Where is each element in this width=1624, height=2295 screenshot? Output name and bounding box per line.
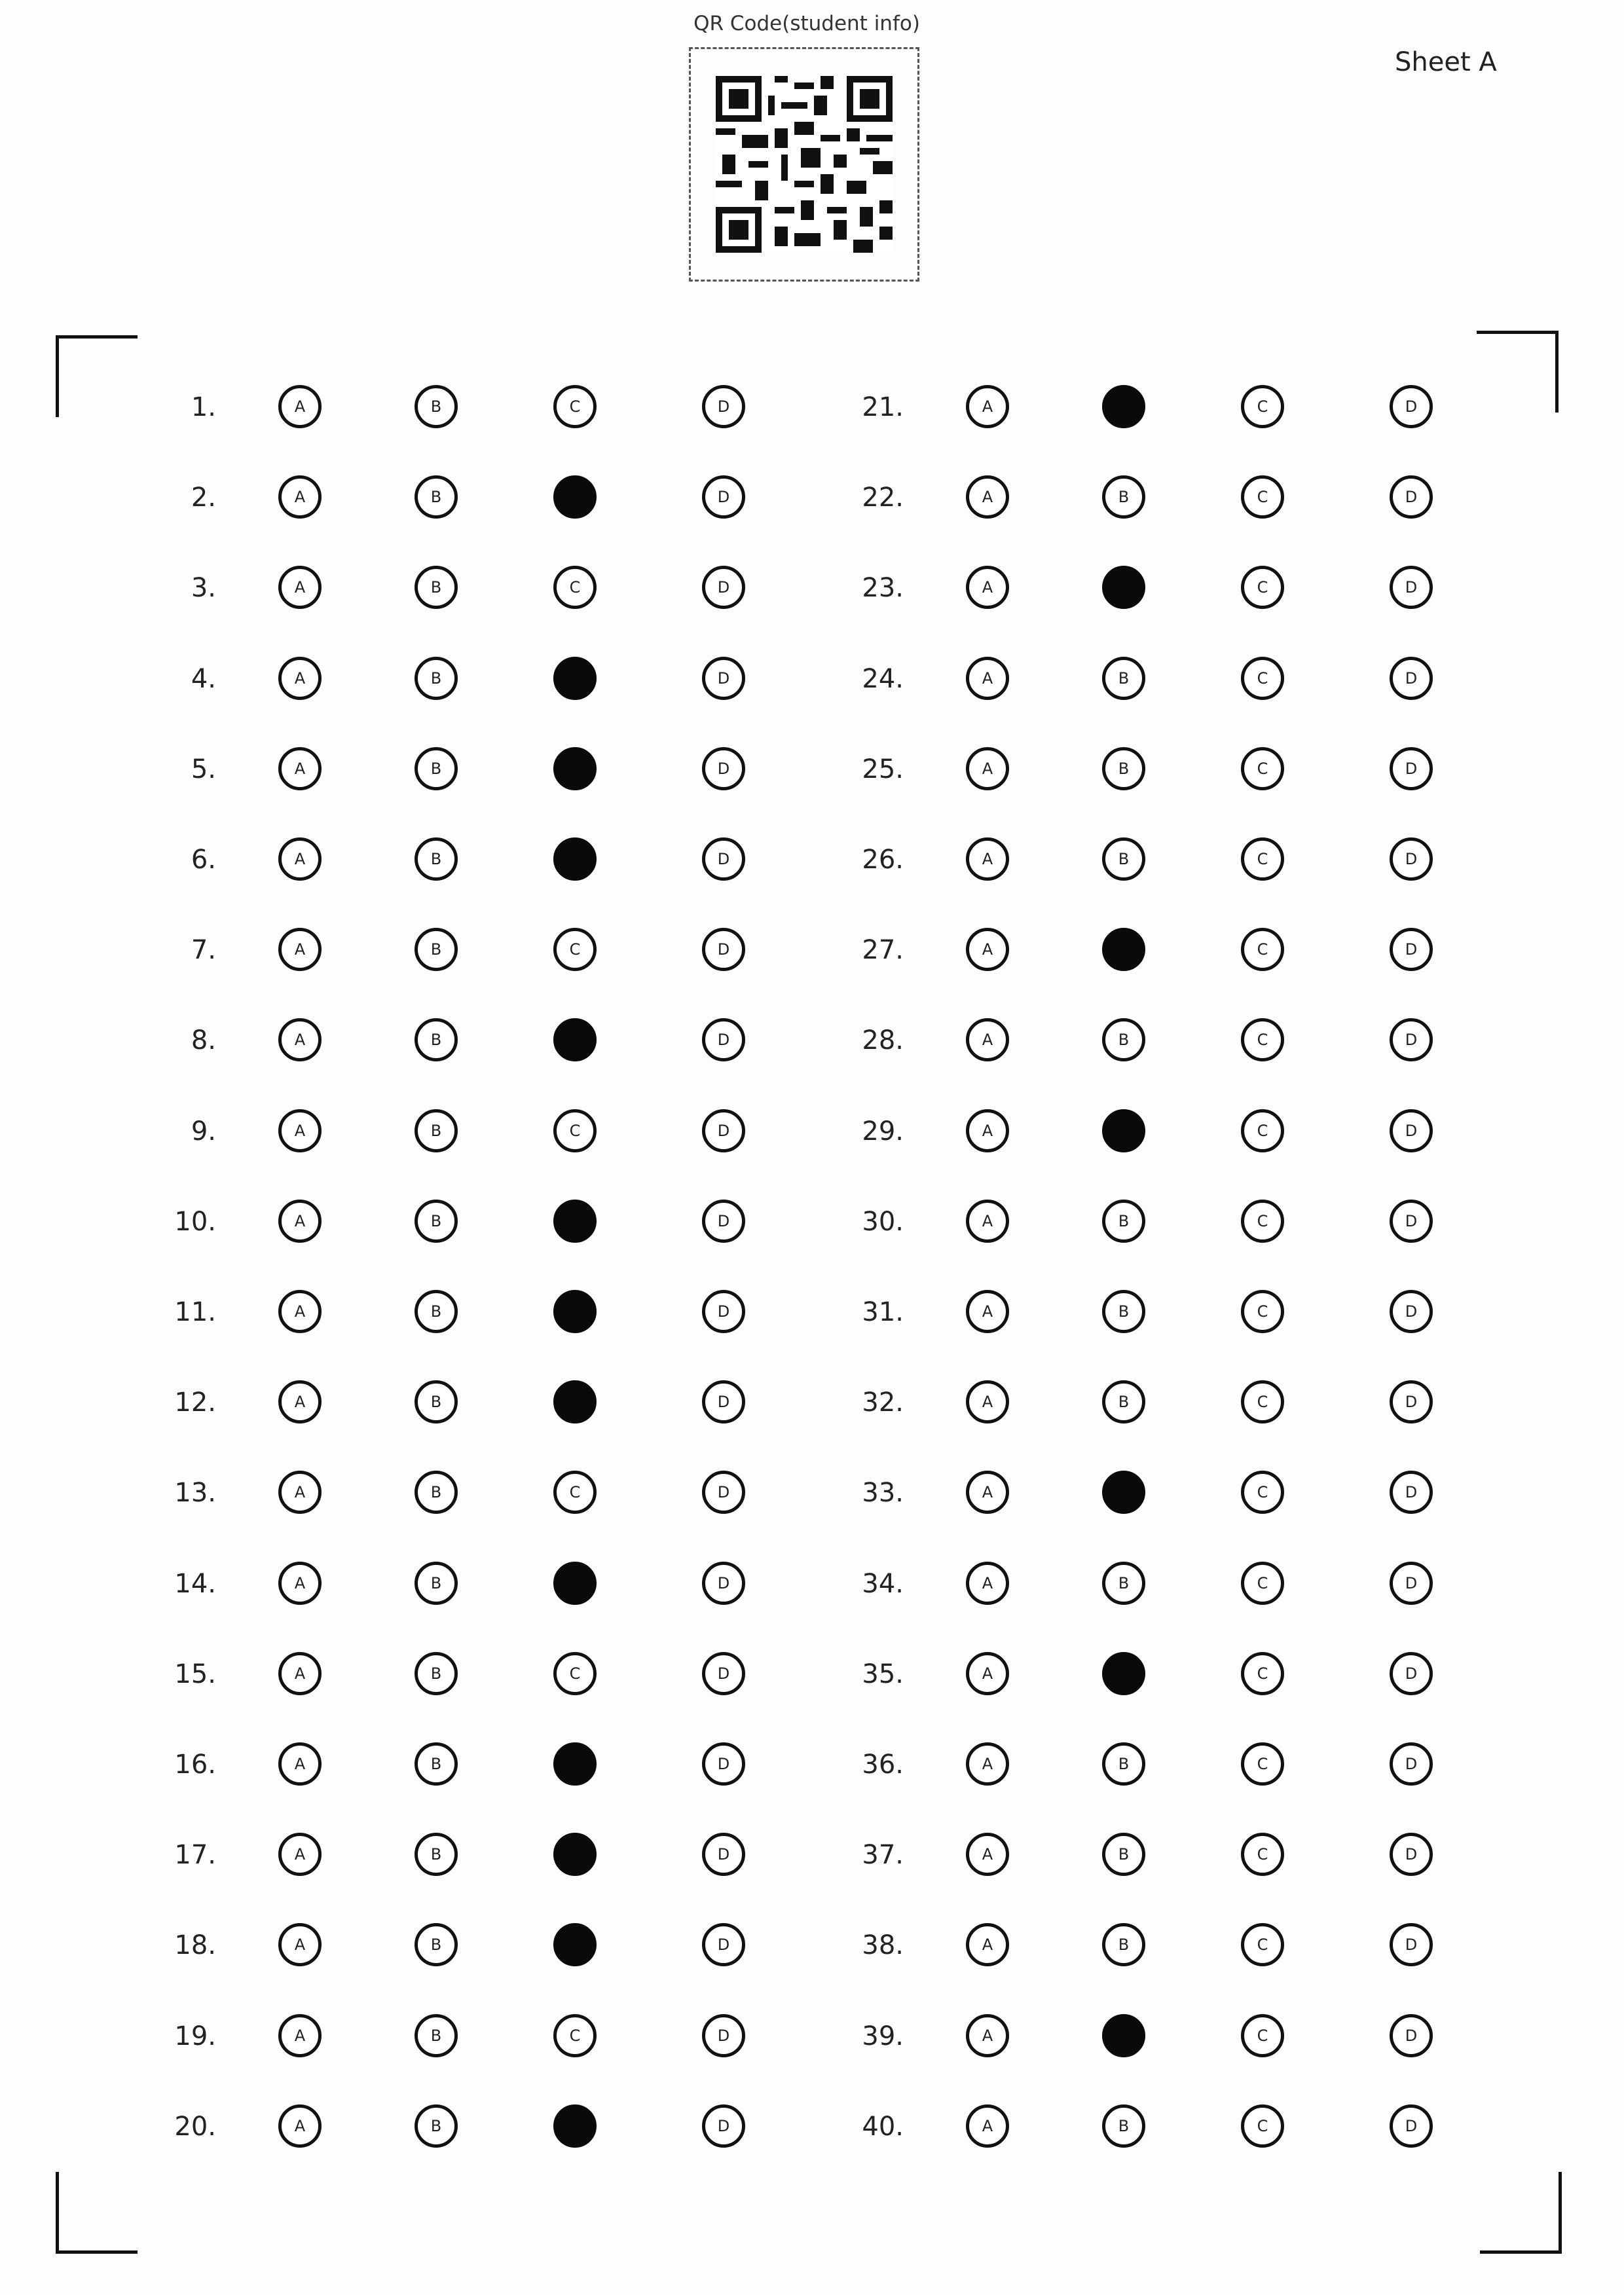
question-row <box>832 1196 1486 1248</box>
answer-bubble-b[interactable]: B <box>415 1833 458 1876</box>
answer-bubble-b[interactable]: B <box>415 1652 458 1695</box>
answer-bubble-d[interactable]: D <box>1390 2014 1433 2057</box>
answer-bubble-a[interactable]: A <box>278 1380 322 1423</box>
answer-bubble-a[interactable]: A <box>278 1109 322 1152</box>
answer-bubble-d[interactable]: D <box>702 657 745 700</box>
answer-bubble-b[interactable] <box>1102 1652 1145 1695</box>
question-number: 37. <box>862 1840 904 1870</box>
answer-bubble-c[interactable]: C <box>553 2014 597 2057</box>
answer-bubble-d[interactable]: D <box>1390 1018 1433 1061</box>
answer-bubble-c[interactable]: C <box>1241 928 1284 971</box>
question-row <box>144 381 799 433</box>
answer-bubble-d[interactable]: D <box>702 1018 745 1061</box>
answer-bubble-d[interactable]: D <box>1390 1380 1433 1423</box>
answer-bubble-b[interactable]: B <box>415 1562 458 1605</box>
question-number: 6. <box>191 845 216 875</box>
answer-bubble-d[interactable]: D <box>702 747 745 790</box>
answer-bubble-b[interactable]: B <box>1102 1200 1145 1243</box>
answer-bubble-a[interactable]: A <box>966 1380 1009 1423</box>
question-number: 3. <box>191 573 216 603</box>
answer-bubble-b[interactable]: B <box>1102 2104 1145 2148</box>
answer-bubble-b[interactable]: B <box>415 1380 458 1423</box>
answer-bubble-b[interactable]: B <box>1102 1833 1145 1876</box>
answer-bubble-b[interactable]: B <box>1102 657 1145 700</box>
question-number: 30. <box>862 1207 904 1237</box>
answer-bubble-c[interactable]: C <box>553 1109 597 1152</box>
question-number: 23. <box>862 573 904 603</box>
answer-bubble-d[interactable]: D <box>1390 2104 1433 2148</box>
question-number: 1. <box>191 392 216 422</box>
question-number: 40. <box>862 2112 904 2142</box>
question-number: 22. <box>862 483 904 513</box>
answer-bubble-c[interactable]: C <box>1241 1471 1284 1514</box>
question-number: 27. <box>862 935 904 965</box>
answer-bubble-d[interactable]: D <box>702 1833 745 1876</box>
answer-bubble-c[interactable] <box>553 1833 597 1876</box>
question-number: 15. <box>174 1659 216 1689</box>
question-number: 16. <box>174 1750 216 1780</box>
question-row <box>144 562 799 614</box>
answer-bubble-a[interactable]: A <box>966 1833 1009 1876</box>
question-row <box>144 1558 799 1610</box>
answer-bubble-a[interactable]: A <box>278 747 322 790</box>
question-number: 13. <box>174 1478 216 1508</box>
answer-bubble-a[interactable]: A <box>278 385 322 428</box>
answer-bubble-a[interactable]: A <box>966 1652 1009 1695</box>
answer-bubble-d[interactable]: D <box>702 837 745 881</box>
answer-bubble-c[interactable] <box>553 1380 597 1423</box>
answer-bubble-d[interactable]: D <box>702 1290 745 1333</box>
answer-bubble-b[interactable]: B <box>1102 837 1145 881</box>
answer-bubble-d[interactable]: D <box>1390 1290 1433 1333</box>
question-number: 38. <box>862 1930 904 1960</box>
answer-bubble-c[interactable]: C <box>1241 475 1284 519</box>
answer-bubble-b[interactable]: B <box>1102 1923 1145 1966</box>
question-row <box>832 381 1486 433</box>
answer-bubble-d[interactable]: D <box>1390 1200 1433 1243</box>
question-row <box>832 1738 1486 1791</box>
question-number: 25. <box>862 754 904 784</box>
answer-bubble-c[interactable] <box>553 837 597 881</box>
question-row <box>144 471 799 524</box>
answer-bubble-d[interactable]: D <box>702 1742 745 1786</box>
answer-bubble-c[interactable] <box>553 1018 597 1061</box>
answer-bubble-b[interactable]: B <box>415 475 458 519</box>
answer-bubble-c[interactable]: C <box>553 566 597 609</box>
question-number: 9. <box>191 1116 216 1147</box>
answer-bubble-d[interactable]: D <box>1390 928 1433 971</box>
question-number: 20. <box>174 2112 216 2142</box>
answer-bubble-a[interactable]: A <box>966 747 1009 790</box>
answer-bubble-a[interactable]: A <box>966 1018 1009 1061</box>
answer-bubble-c[interactable] <box>553 475 597 519</box>
question-number: 19. <box>174 2021 216 2051</box>
question-number: 31. <box>862 1297 904 1327</box>
answer-bubble-b[interactable]: B <box>415 1923 458 1966</box>
answer-bubble-d[interactable]: D <box>702 1200 745 1243</box>
answer-bubble-d[interactable]: D <box>1390 1471 1433 1514</box>
answer-bubble-b[interactable]: B <box>415 2014 458 2057</box>
question-row <box>832 471 1486 524</box>
answer-bubble-d[interactable]: D <box>702 1109 745 1152</box>
answer-bubble-b[interactable]: B <box>1102 1742 1145 1786</box>
answer-bubble-a[interactable]: A <box>966 1200 1009 1243</box>
answer-bubble-c[interactable] <box>553 1742 597 1786</box>
question-row <box>144 1105 799 1158</box>
answer-bubble-b[interactable]: B <box>1102 1018 1145 1061</box>
answer-bubble-d[interactable]: D <box>1390 747 1433 790</box>
answer-bubble-c[interactable]: C <box>1241 1742 1284 1786</box>
answer-bubble-c[interactable]: C <box>1241 1833 1284 1876</box>
answer-bubble-a[interactable]: A <box>278 1018 322 1061</box>
question-row <box>144 1467 799 1519</box>
answer-bubble-c[interactable]: C <box>553 385 597 428</box>
question-row <box>832 924 1486 976</box>
registration-mark-bottom-left <box>56 2172 138 2254</box>
question-number: 2. <box>191 483 216 513</box>
qr-code-icon <box>716 76 893 253</box>
answer-bubble-a[interactable]: A <box>966 1562 1009 1605</box>
question-row <box>832 1919 1486 1972</box>
answer-bubble-c[interactable]: C <box>1241 1109 1284 1152</box>
answer-bubble-d[interactable]: D <box>1390 1109 1433 1152</box>
question-number: 8. <box>191 1025 216 1056</box>
answer-bubble-a[interactable]: A <box>278 1471 322 1514</box>
answer-bubble-a[interactable]: A <box>278 475 322 519</box>
question-row <box>832 1829 1486 1881</box>
answer-bubble-d[interactable]: D <box>1390 657 1433 700</box>
question-row <box>144 1286 799 1338</box>
answer-bubble-d[interactable]: D <box>1390 566 1433 609</box>
question-number: 21. <box>862 392 904 422</box>
question-row <box>832 834 1486 886</box>
answer-bubble-d[interactable]: D <box>1390 475 1433 519</box>
answer-bubble-d[interactable]: D <box>702 2014 745 2057</box>
answer-bubble-b[interactable]: B <box>415 2104 458 2148</box>
question-row <box>144 1196 799 1248</box>
answer-bubble-c[interactable]: C <box>1241 657 1284 700</box>
question-number: 32. <box>862 1387 904 1418</box>
answer-bubble-b[interactable]: B <box>1102 1562 1145 1605</box>
answer-bubble-d[interactable]: D <box>702 2104 745 2148</box>
answer-bubble-c[interactable]: C <box>1241 1562 1284 1605</box>
question-number: 18. <box>174 1930 216 1960</box>
answer-bubble-d[interactable]: D <box>1390 837 1433 881</box>
question-row <box>832 562 1486 614</box>
question-number: 35. <box>862 1659 904 1689</box>
question-row <box>144 653 799 705</box>
registration-mark-bottom-right <box>1480 2172 1562 2254</box>
registration-mark-top-right <box>1477 331 1559 413</box>
answer-bubble-a[interactable]: A <box>966 837 1009 881</box>
answer-bubble-a[interactable]: A <box>966 2014 1009 2057</box>
question-row <box>832 1558 1486 1610</box>
answer-bubble-b[interactable]: B <box>415 1471 458 1514</box>
question-number: 29. <box>862 1116 904 1147</box>
answer-bubble-d[interactable]: D <box>1390 1923 1433 1966</box>
answer-bubble-b[interactable] <box>1102 928 1145 971</box>
answer-bubble-a[interactable]: A <box>278 928 322 971</box>
answer-bubble-c[interactable]: C <box>1241 1200 1284 1243</box>
question-row <box>832 1376 1486 1429</box>
answer-bubble-a[interactable]: A <box>966 2104 1009 2148</box>
question-row <box>144 2101 799 2153</box>
answer-bubble-c[interactable] <box>553 1562 597 1605</box>
answer-bubble-d[interactable]: D <box>702 1652 745 1695</box>
answer-bubble-b[interactable]: B <box>415 837 458 881</box>
answer-bubble-c[interactable]: C <box>553 928 597 971</box>
answer-bubble-c[interactable]: C <box>1241 1380 1284 1423</box>
answer-bubble-c[interactable]: C <box>1241 747 1284 790</box>
answer-bubble-c[interactable] <box>553 1200 597 1243</box>
answer-bubble-d[interactable]: D <box>702 385 745 428</box>
answer-bubble-a[interactable]: A <box>278 1923 322 1966</box>
answer-bubble-b[interactable]: B <box>1102 475 1145 519</box>
answer-bubble-c[interactable]: C <box>553 1471 597 1514</box>
question-row <box>144 1376 799 1429</box>
qr-code-box <box>689 47 919 282</box>
answer-bubble-b[interactable]: B <box>415 928 458 971</box>
question-number: 33. <box>862 1478 904 1508</box>
question-row <box>832 2010 1486 2063</box>
answer-bubble-b[interactable]: B <box>415 385 458 428</box>
answer-bubble-a[interactable]: A <box>966 1471 1009 1514</box>
question-row <box>144 743 799 796</box>
question-number: 17. <box>174 1840 216 1870</box>
answer-bubble-c[interactable]: C <box>1241 1923 1284 1966</box>
question-row <box>832 743 1486 796</box>
question-row <box>144 924 799 976</box>
answer-bubble-a[interactable]: A <box>278 657 322 700</box>
question-row <box>144 1738 799 1791</box>
question-row <box>832 1467 1486 1519</box>
question-number: 12. <box>174 1387 216 1418</box>
question-number: 36. <box>862 1750 904 1780</box>
answer-bubble-d[interactable]: D <box>1390 1742 1433 1786</box>
answer-bubble-a[interactable]: A <box>966 566 1009 609</box>
answer-bubble-a[interactable]: A <box>278 1833 322 1876</box>
answer-bubble-c[interactable] <box>553 1923 597 1966</box>
answer-bubble-a[interactable]: A <box>278 566 322 609</box>
answer-bubble-d[interactable]: D <box>1390 385 1433 428</box>
answer-bubble-a[interactable]: A <box>278 1290 322 1333</box>
answer-bubble-b[interactable]: B <box>415 1742 458 1786</box>
answer-bubble-d[interactable]: D <box>1390 1833 1433 1876</box>
question-number: 26. <box>862 845 904 875</box>
answer-bubble-a[interactable]: A <box>966 657 1009 700</box>
question-row <box>144 1648 799 1700</box>
answer-bubble-c[interactable] <box>553 1290 597 1333</box>
answer-bubble-b[interactable]: B <box>415 747 458 790</box>
answer-bubble-d[interactable]: D <box>702 1923 745 1966</box>
question-number: 10. <box>174 1207 216 1237</box>
answer-bubble-b[interactable] <box>1102 566 1145 609</box>
answer-bubble-a[interactable]: A <box>278 2104 322 2148</box>
answer-bubble-a[interactable]: A <box>966 1923 1009 1966</box>
answer-bubble-a[interactable]: A <box>278 837 322 881</box>
answer-bubble-b[interactable]: B <box>1102 1290 1145 1333</box>
question-number: 28. <box>862 1025 904 1056</box>
question-row <box>832 1014 1486 1067</box>
answer-bubble-d[interactable]: D <box>702 1380 745 1423</box>
question-number: 4. <box>191 664 216 694</box>
answer-bubble-a[interactable]: A <box>278 1200 322 1243</box>
answer-bubble-c[interactable] <box>553 657 597 700</box>
question-row <box>832 1105 1486 1158</box>
answer-bubble-a[interactable]: A <box>966 1742 1009 1786</box>
answer-bubble-b[interactable] <box>1102 385 1145 428</box>
question-row <box>144 834 799 886</box>
answer-bubble-c[interactable]: C <box>553 1652 597 1695</box>
question-number: 14. <box>174 1569 216 1599</box>
question-row <box>144 1829 799 1881</box>
answer-bubble-b[interactable]: B <box>415 657 458 700</box>
answer-bubble-c[interactable]: C <box>1241 1290 1284 1333</box>
sheet-label: Sheet A <box>1395 47 1497 77</box>
answer-bubble-b[interactable]: B <box>415 1018 458 1061</box>
answer-bubble-a[interactable]: A <box>278 1742 322 1786</box>
answer-bubble-b[interactable]: B <box>415 1200 458 1243</box>
answer-bubble-b[interactable]: B <box>415 1109 458 1152</box>
question-number: 34. <box>862 1569 904 1599</box>
question-number: 39. <box>862 2021 904 2051</box>
question-row <box>832 1648 1486 1700</box>
answer-bubble-a[interactable]: A <box>278 1562 322 1605</box>
answer-bubble-b[interactable] <box>1102 1109 1145 1152</box>
answer-bubble-b[interactable]: B <box>415 566 458 609</box>
answer-bubble-c[interactable]: C <box>1241 566 1284 609</box>
answer-bubble-b[interactable]: B <box>1102 747 1145 790</box>
answer-bubble-d[interactable]: D <box>702 1562 745 1605</box>
answer-bubble-b[interactable]: B <box>1102 1380 1145 1423</box>
question-number: 7. <box>191 935 216 965</box>
qr-code-label: QR Code(student info) <box>693 12 920 35</box>
answer-bubble-b[interactable] <box>1102 1471 1145 1514</box>
answer-bubble-d[interactable]: D <box>702 566 745 609</box>
answer-bubble-d[interactable]: D <box>702 475 745 519</box>
question-row <box>832 653 1486 705</box>
answer-bubble-c[interactable]: C <box>1241 2014 1284 2057</box>
answer-bubble-c[interactable]: C <box>1241 1652 1284 1695</box>
answer-bubble-d[interactable]: D <box>702 928 745 971</box>
question-number: 11. <box>174 1297 216 1327</box>
question-row <box>144 1014 799 1067</box>
question-row <box>832 1286 1486 1338</box>
answer-bubble-d[interactable]: D <box>702 1471 745 1514</box>
question-number: 5. <box>191 754 216 784</box>
answer-bubble-a[interactable]: A <box>966 385 1009 428</box>
answer-bubble-a[interactable]: A <box>966 928 1009 971</box>
question-row <box>832 2101 1486 2153</box>
question-number: 24. <box>862 664 904 694</box>
answer-bubble-a[interactable]: A <box>966 475 1009 519</box>
answer-bubble-b[interactable] <box>1102 2014 1145 2057</box>
answer-bubble-c[interactable]: C <box>1241 1018 1284 1061</box>
question-row <box>144 2010 799 2063</box>
answer-bubble-d[interactable]: D <box>1390 1652 1433 1695</box>
answer-bubble-a[interactable]: A <box>278 2014 322 2057</box>
question-row <box>144 1919 799 1972</box>
answer-bubble-c[interactable] <box>553 747 597 790</box>
answer-bubble-c[interactable]: C <box>1241 2104 1284 2148</box>
answer-bubble-d[interactable]: D <box>1390 1562 1433 1605</box>
registration-mark-top-left <box>56 335 138 417</box>
answer-bubble-b[interactable]: B <box>415 1290 458 1333</box>
answer-bubble-a[interactable]: A <box>966 1109 1009 1152</box>
answer-bubble-c[interactable] <box>553 2104 597 2148</box>
answer-bubble-a[interactable]: A <box>278 1652 322 1695</box>
answer-bubble-c[interactable]: C <box>1241 837 1284 881</box>
answer-bubble-c[interactable]: C <box>1241 385 1284 428</box>
answer-bubble-a[interactable]: A <box>966 1290 1009 1333</box>
